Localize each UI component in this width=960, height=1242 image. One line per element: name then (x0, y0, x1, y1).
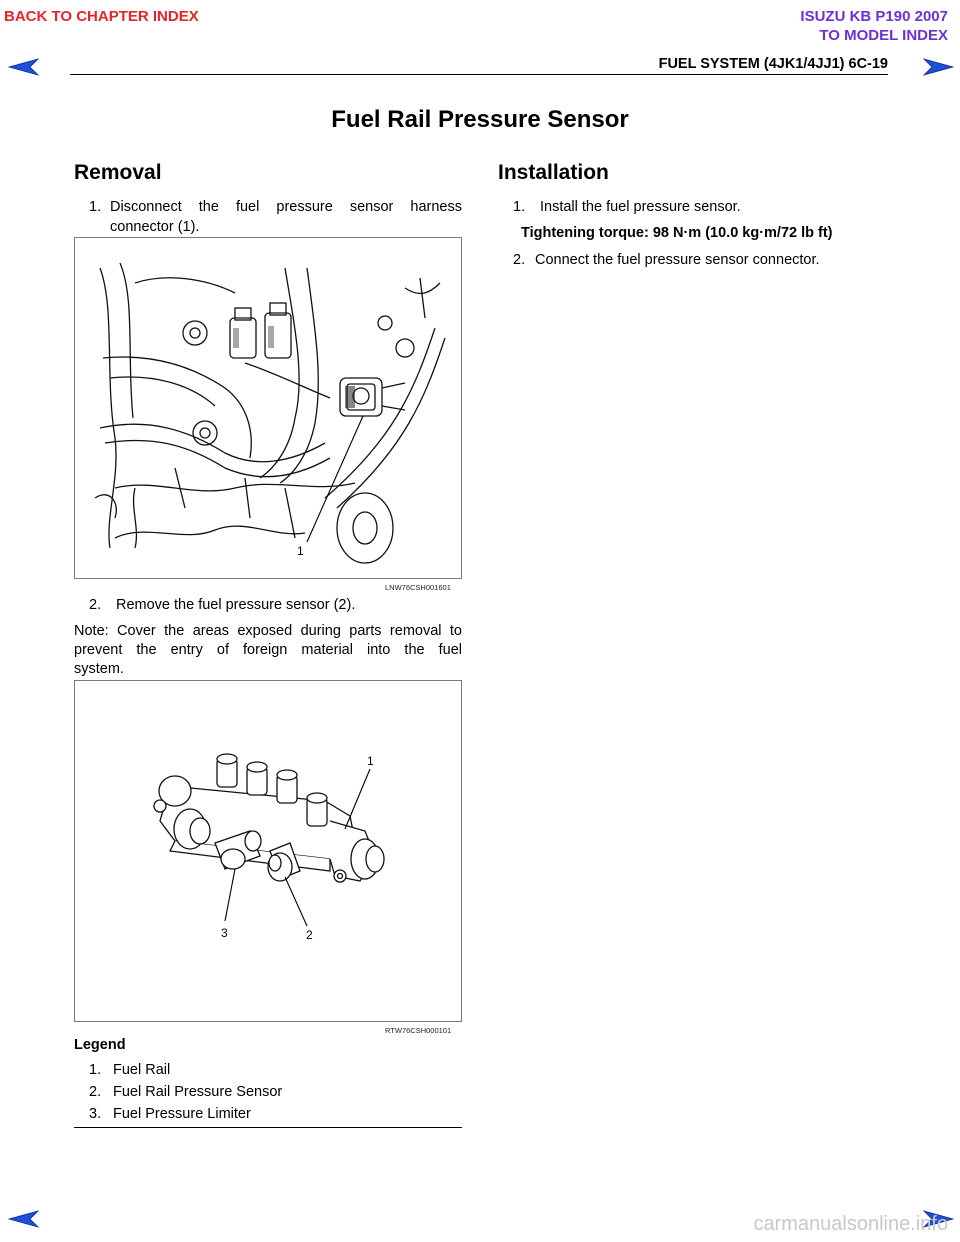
note-line3: system. (74, 661, 124, 677)
legend-item-number: 2. (89, 1084, 102, 1100)
legend-item-label: Fuel Rail Pressure Sensor (113, 1084, 283, 1100)
figure-fuel-rail (74, 680, 462, 1022)
removal-step1-line1: Disconnect the fuel pressure sensor harness (110, 199, 462, 215)
figure2-id: RTW76CSH000101 (385, 1026, 452, 1035)
figure-harness-connector (74, 237, 462, 579)
removal-step2-text: Remove the fuel pressure sensor (2). (116, 597, 356, 613)
previous-page-arrow-icon[interactable] (8, 58, 40, 76)
bottom-rule (74, 1127, 462, 1128)
figure2-callout-2: 2 (306, 928, 313, 942)
previous-page-arrow-bottom-icon[interactable] (8, 1210, 40, 1228)
figure1-id: LNW76CSH001601 (385, 583, 451, 592)
fuel-rail-illustration (75, 681, 461, 1021)
figure1-callout-1: 1 (297, 544, 304, 558)
legend-item-label: Fuel Rail (113, 1062, 171, 1078)
installation-step1-number: 1. (513, 199, 526, 215)
removal-step2-number: 2. (89, 597, 102, 613)
note-line2: prevent the entry of foreign material into the fuel (74, 642, 462, 658)
installation-heading: Installation (498, 161, 609, 184)
legend-item-number: 3. (89, 1106, 102, 1122)
header-rule (70, 74, 888, 75)
figure2-callout-3: 3 (221, 926, 228, 940)
note-line1: Note: Cover the areas exposed during parts removal to (74, 623, 462, 639)
removal-step1-number: 1. (89, 199, 102, 215)
figure2-callout-1: 1 (367, 754, 374, 768)
page-title: Fuel Rail Pressure Sensor (331, 106, 629, 133)
to-model-index-link[interactable]: TO MODEL INDEX (819, 27, 948, 44)
installation-step2-text: Connect the fuel pressure sensor connector. (535, 252, 820, 268)
removal-step1-line2: connector (1). (110, 219, 200, 235)
next-page-arrow-icon[interactable] (922, 58, 954, 76)
removal-heading: Removal (74, 161, 162, 184)
section-header: FUEL SYSTEM (4JK1/4JJ1) 6C-19 (658, 56, 888, 72)
engine-photo-illustration (75, 238, 461, 578)
legend-item-label: Fuel Pressure Limiter (113, 1106, 251, 1122)
legend-heading: Legend (74, 1037, 126, 1053)
legend-item-number: 1. (89, 1062, 102, 1078)
installation-step1-text: Install the fuel pressure sensor. (540, 199, 741, 215)
tightening-torque: Tightening torque: 98 N·m (10.0 kg·m/72 lb ft) (521, 225, 833, 241)
model-title-link[interactable]: ISUZU KB P190 2007 (800, 8, 948, 25)
installation-step2-number: 2. (513, 252, 526, 268)
back-to-chapter-index-link[interactable]: BACK TO CHAPTER INDEX (4, 8, 199, 25)
watermark: carmanualsonline.info (753, 1213, 948, 1235)
